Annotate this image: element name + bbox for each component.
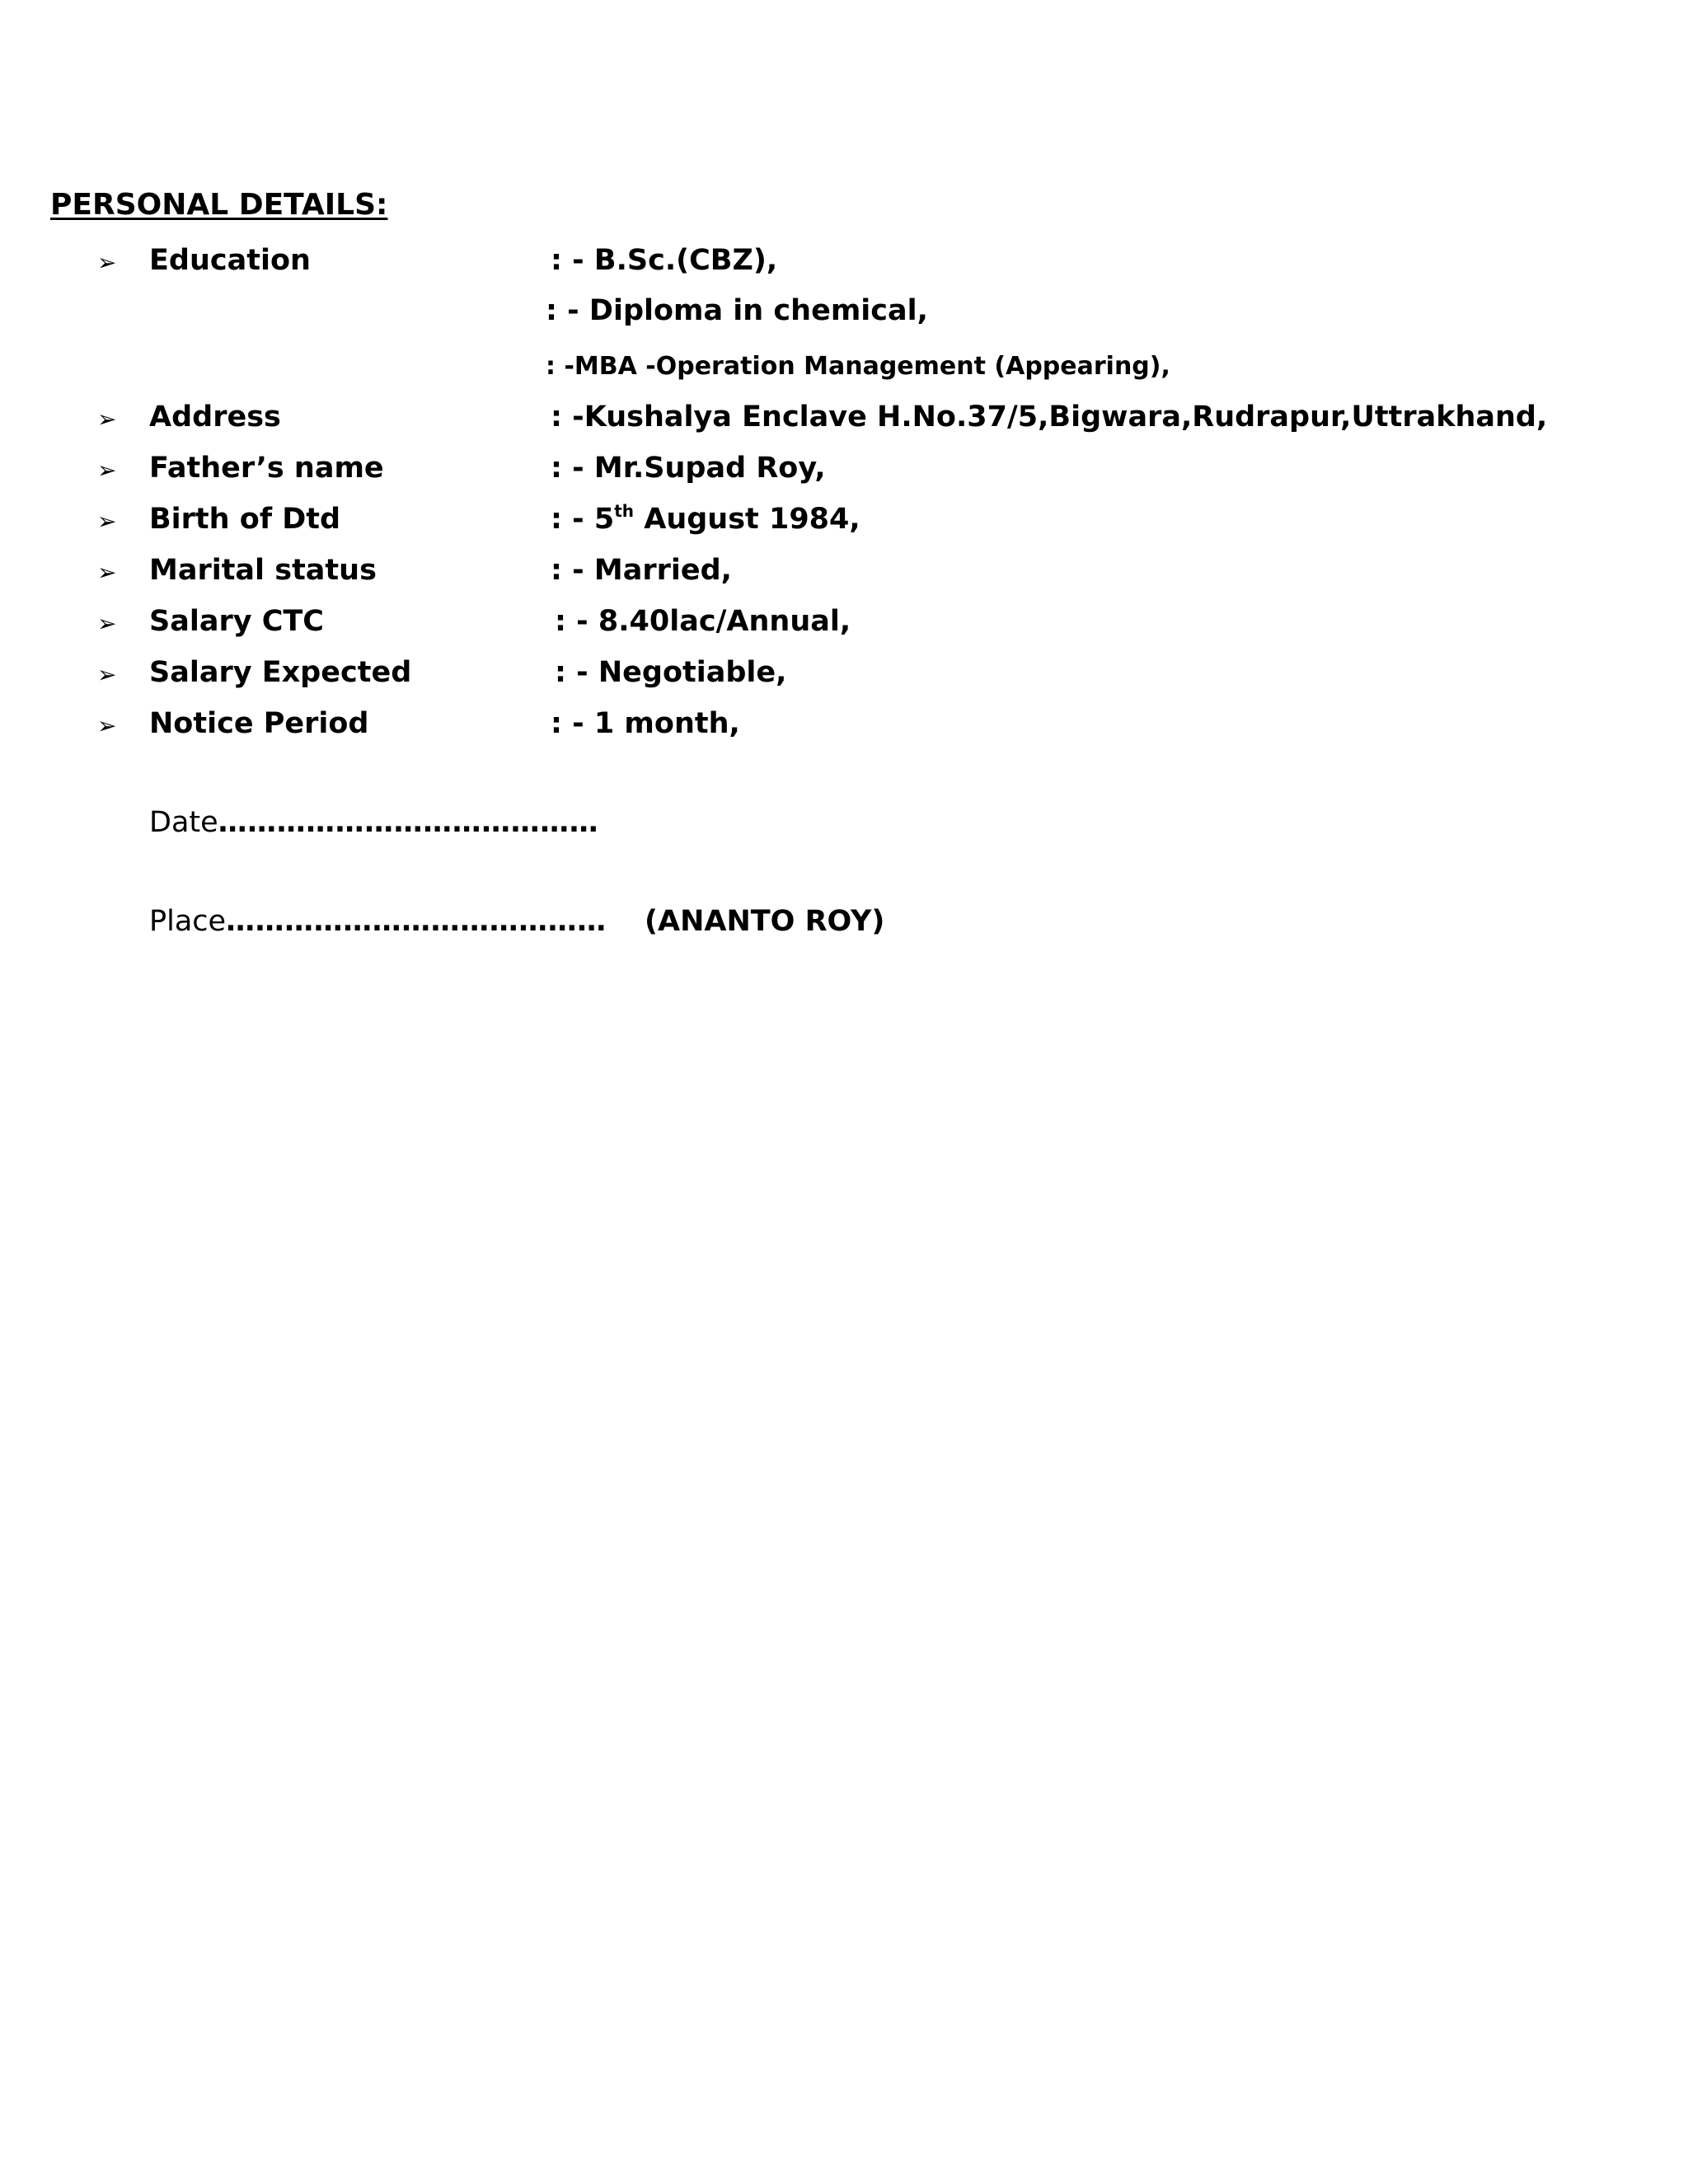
detail-label: Father’s name	[149, 452, 384, 485]
detail-row-salary-ctc	[0, 605, 1688, 646]
detail-label: Salary CTC	[149, 605, 324, 638]
detail-value: : - Married,	[551, 554, 732, 587]
detail-value: : - Diploma in chemical,	[546, 294, 928, 327]
detail-value: : - 8.40lac/Annual,	[555, 605, 851, 638]
arrowhead-bullet-icon: ➢	[97, 405, 117, 433]
detail-row-father-name	[0, 452, 1688, 493]
detail-value	[551, 503, 860, 536]
detail-label: Birth of Dtd	[149, 503, 341, 536]
arrowhead-bullet-icon: ➢	[97, 610, 117, 637]
arrowhead-bullet-icon: ➢	[97, 661, 117, 688]
detail-row-education-2	[0, 294, 1688, 335]
signature-name: (ANANTO ROY)	[645, 905, 885, 938]
detail-label: Salary Expected	[149, 656, 412, 689]
detail-row-education	[0, 244, 1688, 285]
detail-value: : - Negotiable,	[555, 656, 787, 689]
place-dots: …………………………………	[226, 905, 607, 938]
detail-label: Marital status	[149, 554, 377, 587]
date-dots: …………………………………	[218, 806, 599, 839]
arrowhead-bullet-icon: ➢	[97, 712, 117, 739]
date-line	[149, 806, 598, 839]
arrowhead-bullet-icon: ➢	[97, 559, 117, 586]
detail-value: : - B.Sc.(CBZ),	[551, 244, 778, 277]
arrowhead-bullet-icon: ➢	[97, 457, 117, 484]
date-label: Date	[149, 806, 218, 839]
detail-value: : -MBA -Operation Management (Appearing),	[546, 352, 1170, 381]
arrowhead-bullet-icon: ➢	[97, 508, 117, 535]
detail-label: Address	[149, 401, 281, 434]
place-line	[149, 905, 607, 938]
section-heading: PERSONAL DETAILS:	[50, 188, 388, 222]
detail-value: : - 1 month,	[551, 707, 740, 740]
place-label: Place	[149, 905, 227, 938]
detail-label: Notice Period	[149, 707, 369, 740]
birth-value-prefix: : - 5	[551, 503, 615, 536]
detail-row-address	[0, 401, 1688, 442]
detail-value: : -Kushalya Enclave H.No.37/5,Bigwara,Rudrapur,Uttrakhand,	[551, 401, 1548, 434]
detail-label: Education	[149, 244, 311, 277]
detail-row-salary-expected	[0, 656, 1688, 697]
birth-value-sup: th	[614, 501, 635, 521]
detail-row-marital-status	[0, 554, 1688, 595]
birth-value-suffix: August 1984,	[634, 503, 860, 536]
detail-row-notice-period	[0, 707, 1688, 748]
arrowhead-bullet-icon: ➢	[97, 249, 117, 276]
detail-row-birth	[0, 503, 1688, 544]
detail-row-education-3	[0, 347, 1688, 388]
detail-value: : - Mr.Supad Roy,	[551, 452, 826, 485]
